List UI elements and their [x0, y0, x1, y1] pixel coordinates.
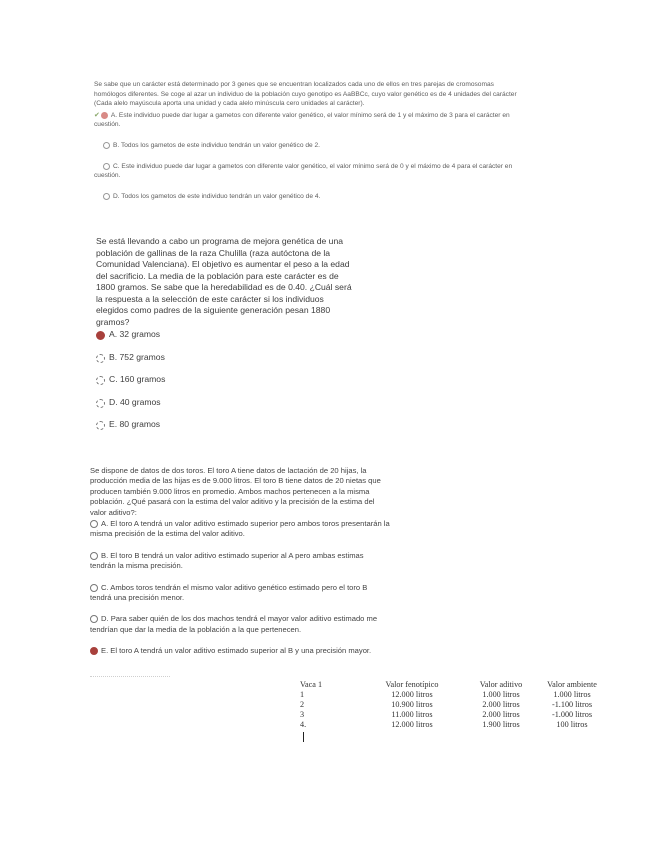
table-header: Valor ambiente [547, 680, 597, 689]
table-cell: 11.000 litros [391, 710, 433, 719]
check-icon: ✔ [94, 111, 100, 119]
table-cell: 4. [300, 720, 307, 729]
radio-selected-icon[interactable] [101, 112, 108, 119]
table-cell: 2.000 litros [482, 710, 520, 719]
q3-option-c[interactable]: C. Ambos toros tendrán el mismo valor aditivo genético estimado pero el toro B tendrá una precisión menor. [90, 582, 368, 603]
radio-icon[interactable] [90, 615, 98, 623]
radio-icon[interactable] [96, 376, 105, 385]
table-cell: 1.900 litros [482, 720, 520, 729]
table-header: Valor fenotípico [385, 680, 439, 689]
radio-selected-icon[interactable] [90, 647, 98, 655]
radio-icon[interactable] [103, 193, 110, 200]
table-cell: -1.000 litros [551, 710, 593, 719]
question-3 [90, 466, 390, 668]
table-cell: 12.000 litros [391, 720, 433, 729]
table-cell: 100 litros [556, 720, 588, 729]
q1-option-b[interactable]: B. Todos los gametos de este individuo tendrán un valor genético de 2. [94, 141, 524, 151]
q2-option-b[interactable]: B. 752 gramos [96, 352, 356, 375]
q3-option-a[interactable]: A. El toro A tendrá un valor aditivo estimado superior pero ambos toros presentarán la misma precisión de la estima del valor aditivo. [90, 519, 390, 539]
radio-selected-icon[interactable] [96, 331, 105, 340]
table-cell: 12.000 litros [391, 690, 433, 699]
table-cell: 1.000 litros [553, 690, 591, 699]
table-header-row [300, 680, 610, 690]
table-row [300, 720, 610, 730]
q1-option-c[interactable]: C. Este individuo puede dar lugar a gametos con diferente valor genético, el valor mínimo será de 0 y el máximo de 4 para el carácter en cuestión. [94, 162, 513, 180]
q2-option-c[interactable]: C. 160 gramos [96, 374, 356, 397]
table-header: Vaca 1 [300, 680, 323, 689]
table-cell: -1.100 litros [551, 700, 593, 709]
question-1 [94, 80, 524, 212]
question-2 [96, 236, 356, 442]
question-2-stem: Se está llevando a cabo un programa de mejora genética de una población de gallinas de la raza Chulilla (raza autóctona de la Comunidad Valenciana). El objetivo es aumentar el peso a la edad del sacrificio. La media de la población para este carácter es de 1800 gramos. Se sabe que la heredabilidad es de 0.40. ¿Cuál será la respuesta a la selección de este carácter si los individuos elegidos como padres de la siguiente generación pesan 1880 gramos? [96, 236, 352, 327]
faint-divider [90, 676, 170, 681]
table-cell: 2.000 litros [482, 700, 520, 709]
q1-option-d[interactable]: D. Todos los gametos de este individuo tendrán un valor genético de 4. [94, 192, 524, 202]
table-row [300, 690, 610, 700]
table-cell: 1.000 litros [482, 690, 520, 699]
question-3-stem: Se dispone de datos de dos toros. El toro A tiene datos de lactación de 20 hijas, la producción media de las hijas es de 9.000 litros. El toro B tiene datos de 20 nietas que producen también 9.000 litros en promedio. Ambos machos pertenecen a la misma población. ¿Qué pasará con la estima del valor aditivo y la precisión de la estima del valor aditivo?: [90, 466, 381, 517]
q3-option-e[interactable]: E. El toro A tendrá un valor aditivo estimado superior al B y una precisión mayor. [90, 646, 390, 656]
radio-icon[interactable] [90, 520, 98, 528]
radio-icon[interactable] [96, 421, 105, 430]
table-cell: 10.900 litros [391, 700, 433, 709]
q3-option-b[interactable]: B. El toro B tendrá un valor aditivo estimado superior al A pero ambas estimas tendrán la misma precisión. [90, 550, 364, 571]
radio-icon[interactable] [96, 354, 105, 363]
q1-option-a[interactable]: ✔ A. Este individuo puede dar lugar a gametos con diferente valor genético, el valor mínimo será de 1 y el máximo de 3 para el carácter en cuestión. [94, 111, 510, 129]
q2-option-a[interactable]: A. 32 gramos [96, 329, 356, 352]
q2-option-e[interactable]: E. 80 gramos [96, 419, 356, 442]
text-cursor [303, 732, 304, 742]
cow-values-table [300, 680, 610, 730]
table-cell: 3 [300, 710, 305, 719]
radio-icon[interactable] [103, 163, 110, 170]
table-cell: 2 [300, 700, 305, 709]
question-1-stem: Se sabe que un carácter está determinado por 3 genes que se encuentran localizados cada uno de ellos en tres parejas de cromosomas homólogos diferentes. Se coge al azar un individuo de la población cuyo genotipo es AaBBCc, cuyo valor genético es de 4 unidades del carácter (Cada alelo mayúscula aporta una unidad y cada alelo minúscula cero unidades al carácter). [94, 81, 517, 108]
table-header: Valor aditivo [479, 680, 523, 689]
q2-option-d[interactable]: D. 40 gramos [96, 397, 356, 420]
table-row [300, 710, 610, 720]
radio-icon[interactable] [90, 552, 98, 560]
q3-option-d[interactable]: D. Para saber quién de los dos machos tendrá el mayor valor aditivo estimado me tendrían que dar la media de la población a la que pertenecen. [90, 614, 378, 634]
table-row [300, 700, 610, 710]
radio-icon[interactable] [90, 584, 98, 592]
radio-icon[interactable] [96, 399, 105, 408]
table-cell: 1 [300, 690, 305, 699]
radio-icon[interactable] [103, 142, 110, 149]
